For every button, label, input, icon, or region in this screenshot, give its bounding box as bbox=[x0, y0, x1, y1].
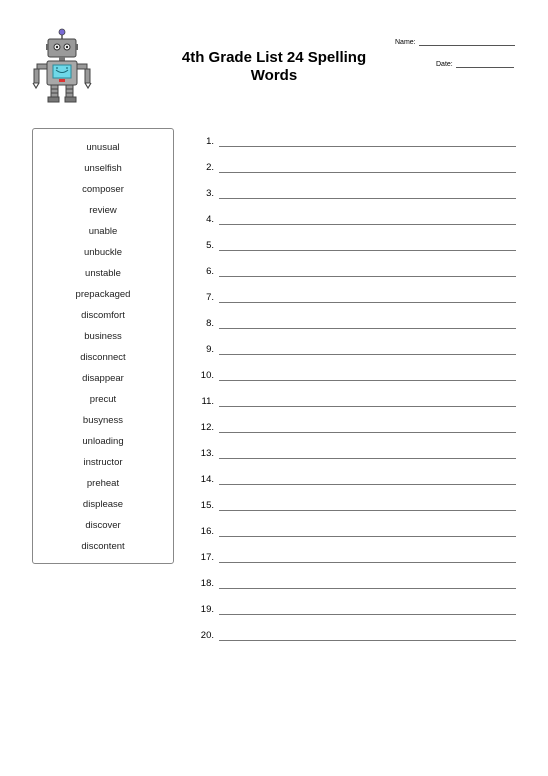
answer-number: 1. bbox=[206, 136, 214, 147]
word-bank-item: unloading bbox=[82, 436, 124, 447]
answer-number: 17. bbox=[200, 552, 214, 563]
answer-number: 3. bbox=[206, 188, 214, 199]
answer-number: 15. bbox=[200, 500, 214, 511]
word-bank-item: composer bbox=[82, 184, 124, 195]
answer-line[interactable] bbox=[219, 276, 516, 277]
answer-number: 7. bbox=[206, 292, 214, 303]
date-line[interactable] bbox=[456, 60, 514, 68]
answer-row[interactable] bbox=[196, 422, 516, 434]
answer-number: 20. bbox=[200, 630, 214, 641]
answer-row[interactable] bbox=[196, 188, 516, 200]
robot-icon bbox=[30, 28, 94, 104]
answer-line[interactable] bbox=[219, 536, 516, 537]
answer-row[interactable] bbox=[196, 266, 516, 278]
answer-number: 19. bbox=[200, 604, 214, 615]
answer-line[interactable] bbox=[219, 484, 516, 485]
word-bank-item: unbuckle bbox=[83, 247, 123, 258]
word-bank-item: disconnect bbox=[80, 352, 126, 363]
name-line[interactable] bbox=[419, 38, 515, 46]
answer-line[interactable] bbox=[219, 250, 516, 251]
date-label: Date: bbox=[436, 61, 453, 68]
answer-line[interactable] bbox=[219, 406, 516, 407]
answer-number: 14. bbox=[200, 474, 214, 485]
word-bank-item: unstable bbox=[85, 268, 121, 279]
answer-row[interactable] bbox=[196, 578, 516, 590]
answer-row[interactable] bbox=[196, 396, 516, 408]
answer-number: 5. bbox=[206, 240, 214, 251]
word-bank-item: discontent bbox=[81, 541, 125, 552]
worksheet-title: 4th Grade List 24 Spelling Words bbox=[181, 49, 367, 84]
answer-row[interactable] bbox=[196, 292, 516, 304]
answer-line[interactable] bbox=[219, 588, 516, 589]
answer-line[interactable] bbox=[219, 172, 516, 173]
answer-line[interactable] bbox=[219, 458, 516, 459]
answer-number: 9. bbox=[206, 344, 214, 355]
answer-row[interactable] bbox=[196, 136, 516, 148]
word-bank-item: review bbox=[89, 205, 117, 216]
word-bank-item: disappear bbox=[82, 373, 124, 384]
answer-line[interactable] bbox=[219, 328, 516, 329]
answer-line[interactable] bbox=[219, 380, 516, 381]
word-bank-item: prepackaged bbox=[75, 289, 131, 300]
date-field[interactable] bbox=[436, 60, 514, 68]
answer-number: 4. bbox=[206, 214, 214, 225]
answer-number: 13. bbox=[200, 448, 214, 459]
word-bank-item: instructor bbox=[83, 457, 123, 468]
word-bank-item: unselfish bbox=[84, 163, 122, 174]
word-bank bbox=[32, 128, 174, 564]
answer-row[interactable] bbox=[196, 344, 516, 356]
name-field[interactable] bbox=[395, 38, 515, 46]
answer-row[interactable] bbox=[196, 526, 516, 538]
word-bank-item: discover bbox=[85, 520, 121, 531]
answer-line[interactable] bbox=[219, 224, 516, 225]
answer-row[interactable] bbox=[196, 604, 516, 616]
word-bank-item: business bbox=[84, 331, 122, 342]
answer-row[interactable] bbox=[196, 474, 516, 486]
answer-line[interactable] bbox=[219, 146, 516, 147]
answer-line[interactable] bbox=[219, 562, 516, 563]
name-label: Name: bbox=[395, 39, 416, 46]
word-bank-item: preheat bbox=[86, 478, 120, 489]
word-bank-item: busyness bbox=[82, 415, 124, 426]
word-bank-item: precut bbox=[89, 394, 117, 405]
answer-number: 8. bbox=[206, 318, 214, 329]
answer-row[interactable] bbox=[196, 448, 516, 460]
answer-row[interactable] bbox=[196, 630, 516, 642]
answer-line[interactable] bbox=[219, 302, 516, 303]
answer-line[interactable] bbox=[219, 640, 516, 641]
word-bank-item: displease bbox=[82, 499, 124, 510]
answer-number: 2. bbox=[206, 162, 214, 173]
answer-line[interactable] bbox=[219, 432, 516, 433]
answer-number: 16. bbox=[200, 526, 214, 537]
word-bank-item: unable bbox=[88, 226, 118, 237]
answer-row[interactable] bbox=[196, 552, 516, 564]
answer-number: 12. bbox=[200, 422, 214, 433]
answer-row[interactable] bbox=[196, 370, 516, 382]
word-bank-item: unusual bbox=[86, 142, 120, 153]
answer-number: 18. bbox=[200, 578, 214, 589]
answer-number: 6. bbox=[206, 266, 214, 277]
answer-line[interactable] bbox=[219, 510, 516, 511]
word-bank-item: discomfort bbox=[81, 310, 125, 321]
answer-line[interactable] bbox=[219, 614, 516, 615]
answer-line[interactable] bbox=[219, 198, 516, 199]
answer-row[interactable] bbox=[196, 214, 516, 226]
answer-number: 10. bbox=[200, 370, 214, 381]
answer-row[interactable] bbox=[196, 318, 516, 330]
answer-line[interactable] bbox=[219, 354, 516, 355]
answer-row[interactable] bbox=[196, 162, 516, 174]
answer-number: 11. bbox=[201, 396, 214, 407]
answer-row[interactable] bbox=[196, 240, 516, 252]
answer-row[interactable] bbox=[196, 500, 516, 512]
